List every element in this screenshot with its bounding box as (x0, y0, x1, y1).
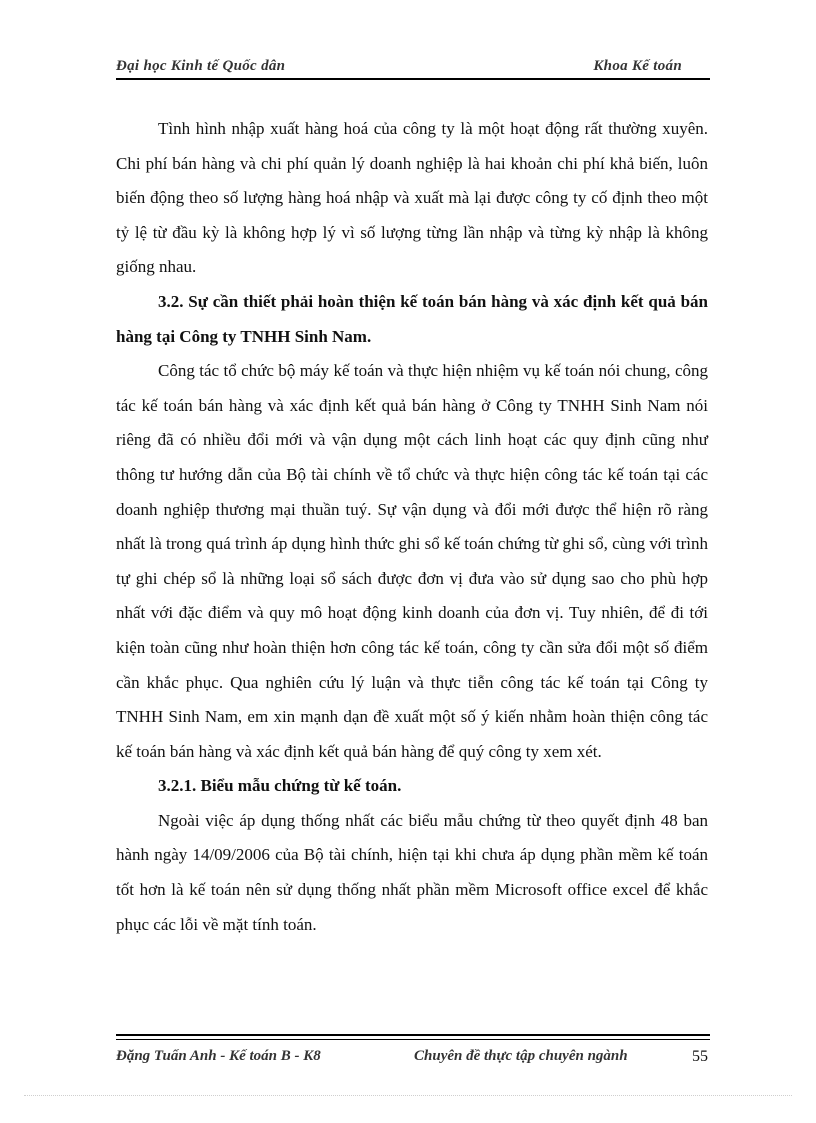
header-university: Đại học Kinh tế Quốc dân (116, 58, 286, 74)
paragraph-voucher-forms: Ngoài việc áp dụng thống nhất các biểu mẫu chứng từ theo quyết định 48 ban hành ngày 14/09/2006 của Bộ tài chính, hiện tại khi chưa áp dụng phần mềm kế toán tốt hơn là kế toán nên sử dụng thống nhất phần mềm Microsoft office excel để khắc phục các lỗi về mặt tính toán. (116, 810, 708, 934)
section-heading-3-2-1: 3.2.1. Biểu mẫu chứng từ kế toán. (158, 776, 402, 796)
page-header (116, 58, 710, 78)
paragraph-accounting-organization: Công tác tổ chức bộ máy kế toán và thực hiện nhiệm vụ kế toán nói chung, công tác kế toán bán hàng và xác định kết quả bán hàng ở Công ty TNHH Sinh Nam nói riêng đã có nhiều đổi mới và vận dụng một cách linh hoạt các quy định cũng như thông tư hướng dẫn của Bộ tài chính về tổ chức và thực hiện công tác kế toán tại các doanh nghiệp thương mại thuần tuý. Sự vận dụng và đổi mới được thể hiện rõ ràng nhất là trong quá trình áp dụng hình thức ghi sổ kế toán chứng từ ghi sổ, cùng với trình tự ghi chép sổ là những loại sổ sách được đơn vị đưa vào sử dụng sao cho phù hợp nhất với đặc điểm và quy mô hoạt động kinh doanh của đơn vị. Tuy nhiên, để đi tới kiện toàn cũng như hoàn thiện hơn công tác kế toán, công ty cần sửa đổi một số điểm cần khắc phục. Qua nghiên cứu lý luận và thực tiễn công tác kế toán tại Công ty TNHH Sinh Nam, em xin mạnh dạn đề xuất một số ý kiến nhằm hoàn thiện công tác kế toán bán hàng và xác định kết quả bán hàng để quý công ty xem xét. (116, 361, 708, 761)
header-divider (116, 78, 710, 80)
section-heading-3-2: 3.2. Sự cần thiết phải hoàn thiện kế toán bán hàng và xác định kết quả bán hàng tại Công ty TNHH Sinh Nam. (116, 291, 708, 346)
page-bottom-border (24, 1095, 792, 1096)
page-number: 55 (692, 1048, 708, 1065)
paragraph-inventory-activity: Tình hình nhập xuất hàng hoá của công ty là một hoạt động rất thường xuyên. Chi phí bán hàng và chi phí quản lý doanh nghiệp là hai khoản chi phí khả biến, luôn biến động theo số lượng hàng hoá nhập và xuất mà lại được công ty cố định theo một tỷ lệ từ đầu kỳ là không hợp lý vì số lượng từng lần nhập và từng kỳ nhập là không giống nhau. (116, 119, 708, 277)
page-body (116, 112, 708, 942)
footer-divider-thick (116, 1034, 710, 1036)
footer-report-title: Chuyên đề thực tập chuyên ngành (414, 1048, 628, 1064)
footer-author: Đặng Tuấn Anh - Kế toán B - K8 (116, 1048, 321, 1064)
header-faculty: Khoa Kế toán (593, 58, 682, 74)
footer-divider-thin (116, 1039, 710, 1040)
page-footer (116, 1048, 710, 1068)
